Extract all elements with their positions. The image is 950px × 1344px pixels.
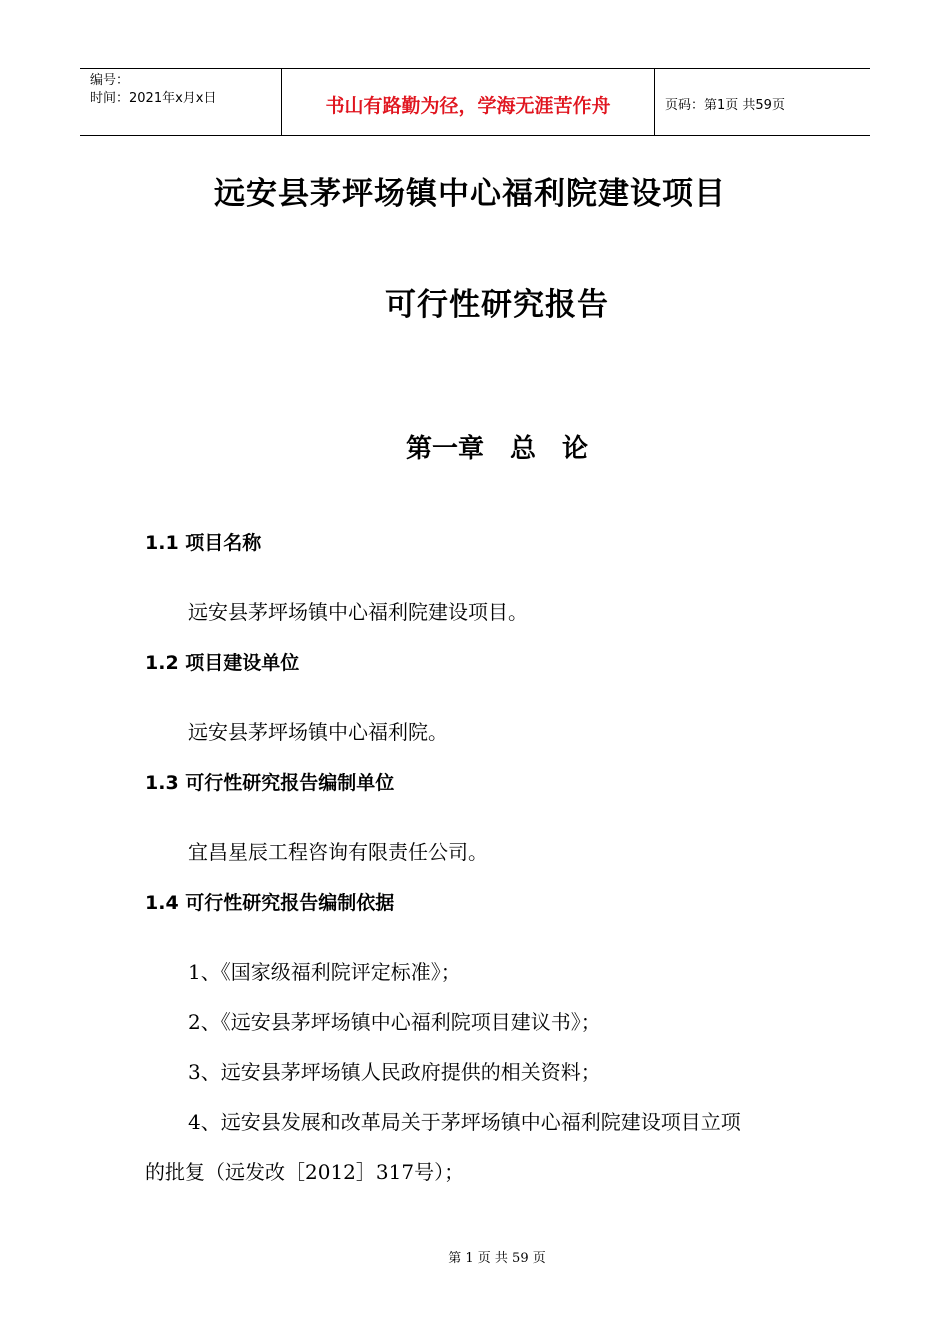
header-meta (80, 69, 282, 135)
section-heading: 1.2 项目建设单位 (145, 652, 300, 674)
document-title: 远安县茅坪场镇中心福利院建设项目 (214, 176, 726, 212)
list-item: 2、《远安县茅坪场镇中心福利院项目建议书》； (188, 1010, 601, 1034)
section-heading: 1.1 项目名称 (145, 532, 262, 554)
section-body: 远安县茅坪场镇中心福利院。 (188, 720, 448, 744)
chapter-title: 第一章 总 论 (405, 434, 588, 464)
list-item: 4、远安县发展和改革局关于茅坪场镇中心福利院建设项目立项 (188, 1110, 741, 1134)
list-item: 3、远安县茅坪场镇人民政府提供的相关资料； (188, 1060, 601, 1084)
header-page-info: 页码：第1页 共59页 (665, 97, 785, 113)
list-item: 1、《国家级福利院评定标准》； (188, 960, 461, 984)
document-number-label: 编号： (90, 73, 130, 88)
section-heading: 1.3 可行性研究报告编制单位 (145, 772, 395, 794)
document-date-label: 时间：2021年x月x日 (90, 91, 217, 106)
section-heading: 1.4 可行性研究报告编制依据 (145, 892, 395, 914)
section-body: 宜昌星辰工程咨询有限责任公司。 (188, 840, 488, 864)
list-item-continuation: 的批复（远发改［2012］317号）； (145, 1160, 465, 1184)
page-header (80, 68, 870, 136)
page-footer: 第 1 页 共 59 页 (448, 1251, 546, 1266)
document-subtitle: 可行性研究报告 (385, 287, 609, 323)
section-body: 远安县茅坪场镇中心福利院建设项目。 (188, 600, 528, 624)
header-motto: 书山有路勤为径，学海无涯苦作舟 (282, 69, 655, 135)
